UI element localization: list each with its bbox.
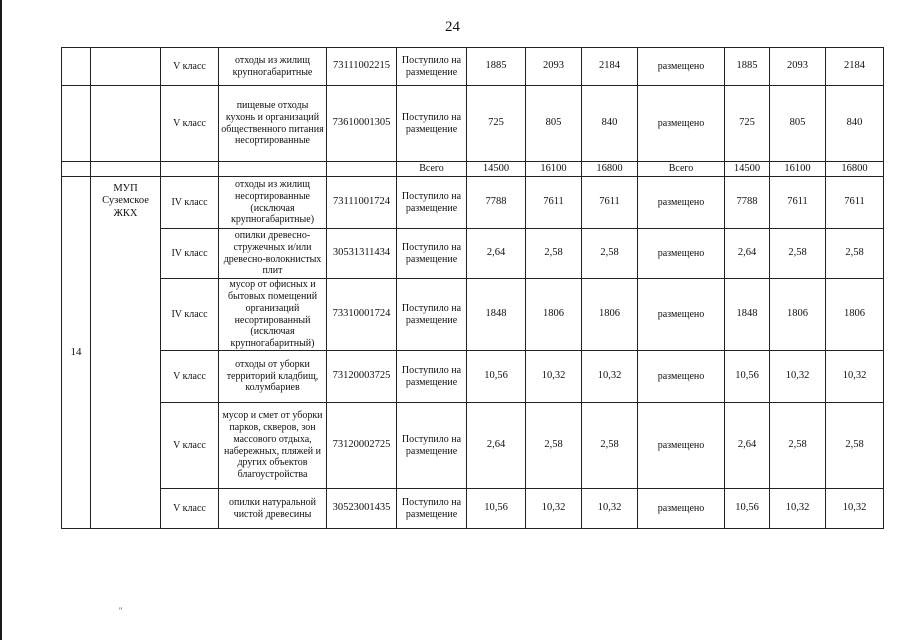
value-year1: 1848 [467, 279, 526, 351]
waste-name: мусор от офисных и бытовых помещений организаций несортированный (исключая крупногабаритный) [219, 279, 327, 351]
fkko-code: 30531311434 [327, 229, 397, 279]
placed-year1: 7788 [725, 177, 770, 229]
value-year3: 2,58 [582, 229, 638, 279]
total-placed-year2: 16100 [770, 162, 826, 177]
status: Поступило на размещение [397, 48, 467, 86]
fkko-code [327, 162, 397, 177]
value-year2: 7611 [526, 177, 582, 229]
value-year2: 10,32 [526, 489, 582, 529]
fkko-code: 30523001435 [327, 489, 397, 529]
placed-year1: 1848 [725, 279, 770, 351]
status: Поступило на размещение [397, 351, 467, 403]
value-year2: 2,58 [526, 403, 582, 489]
hazard-class: IV класс [161, 229, 219, 279]
value-year2: 2093 [526, 48, 582, 86]
table-row [62, 48, 884, 86]
placed-status: размещено [638, 86, 725, 162]
total-label-placed: Всего [638, 162, 725, 177]
waste-name [219, 162, 327, 177]
placed-status: размещено [638, 403, 725, 489]
value-year3: 2,58 [582, 403, 638, 489]
placed-year3: 7611 [826, 177, 884, 229]
hazard-class: V класс [161, 403, 219, 489]
waste-name: отходы от уборки территорий кладбищ, колумбариев [219, 351, 327, 403]
placed-year2: 2093 [770, 48, 826, 86]
placed-year3: 2,58 [826, 229, 884, 279]
footnote-mark: '' [119, 606, 123, 616]
table-row [62, 86, 884, 162]
placed-year3: 10,32 [826, 489, 884, 529]
placed-status: размещено [638, 177, 725, 229]
placed-year3: 1806 [826, 279, 884, 351]
waste-name: отходы из жилищ крупногабаритные [219, 48, 327, 86]
value-year3: 10,32 [582, 489, 638, 529]
placed-year2: 10,32 [770, 351, 826, 403]
org-number-cell [62, 162, 91, 177]
waste-name: опилки древесно-стружечных и/или древесно-волокнистых плит [219, 229, 327, 279]
value-year3: 10,32 [582, 351, 638, 403]
fkko-code: 73310001724 [327, 279, 397, 351]
status: Поступило на размещение [397, 229, 467, 279]
placed-year1: 1885 [725, 48, 770, 86]
waste-name: мусор и смет от уборки парков, скверов, зон массового отдыха, набережных, пляжей и других объектов благоустройства [219, 403, 327, 489]
placed-year2: 10,32 [770, 489, 826, 529]
placed-year3: 2,58 [826, 403, 884, 489]
waste-table [61, 47, 884, 529]
status: Поступило на размещение [397, 177, 467, 229]
org-number-cell [62, 86, 91, 162]
hazard-class: IV класс [161, 279, 219, 351]
placed-status: размещено [638, 229, 725, 279]
value-year1: 1885 [467, 48, 526, 86]
placed-year1: 2,64 [725, 229, 770, 279]
fkko-code: 73120002725 [327, 403, 397, 489]
fkko-code: 73120003725 [327, 351, 397, 403]
hazard-class: V класс [161, 86, 219, 162]
status: Поступило на размещение [397, 279, 467, 351]
value-year1: 7788 [467, 177, 526, 229]
value-year2: 1806 [526, 279, 582, 351]
placed-status: размещено [638, 48, 725, 86]
value-year1: 725 [467, 86, 526, 162]
status: Поступило на размещение [397, 489, 467, 529]
hazard-class: V класс [161, 351, 219, 403]
placed-year1: 10,56 [725, 351, 770, 403]
value-year3: 7611 [582, 177, 638, 229]
total-year2: 16100 [526, 162, 582, 177]
table-row [62, 177, 884, 229]
hazard-class: V класс [161, 489, 219, 529]
org-name-cell [91, 162, 161, 177]
total-placed-year3: 16800 [826, 162, 884, 177]
placed-year2: 2,58 [770, 229, 826, 279]
value-year2: 805 [526, 86, 582, 162]
fkko-code: 73111002215 [327, 48, 397, 86]
status: Поступило на размещение [397, 403, 467, 489]
placed-year3: 2184 [826, 48, 884, 86]
table-row [62, 229, 884, 279]
placed-year3: 840 [826, 86, 884, 162]
waste-name: пищевые отходы кухонь и организаций общественного питания несортированные [219, 86, 327, 162]
value-year1: 2,64 [467, 229, 526, 279]
value-year3: 840 [582, 86, 638, 162]
total-row [62, 162, 884, 177]
value-year1: 10,56 [467, 351, 526, 403]
placed-year2: 2,58 [770, 403, 826, 489]
placed-year1: 2,64 [725, 403, 770, 489]
total-year1: 14500 [467, 162, 526, 177]
hazard-class: V класс [161, 48, 219, 86]
org-number: 14 [62, 177, 91, 529]
value-year1: 10,56 [467, 489, 526, 529]
org-number-cell [62, 48, 91, 86]
fkko-code: 73610001305 [327, 86, 397, 162]
placed-year1: 725 [725, 86, 770, 162]
placed-year3: 10,32 [826, 351, 884, 403]
placed-year2: 7611 [770, 177, 826, 229]
org-name-cell [91, 48, 161, 86]
org-name-cell [91, 86, 161, 162]
hazard-class: IV класс [161, 177, 219, 229]
waste-name: отходы из жилищ несортированные (исключая крупногабаритные) [219, 177, 327, 229]
scan-left-edge [0, 0, 2, 640]
placed-status: размещено [638, 351, 725, 403]
table-row [62, 489, 884, 529]
total-label: Всего [397, 162, 467, 177]
value-year3: 2184 [582, 48, 638, 86]
placed-year1: 10,56 [725, 489, 770, 529]
value-year1: 2,64 [467, 403, 526, 489]
fkko-code: 73111001724 [327, 177, 397, 229]
placed-status: размещено [638, 279, 725, 351]
hazard-class [161, 162, 219, 177]
placed-year2: 805 [770, 86, 826, 162]
total-placed-year1: 14500 [725, 162, 770, 177]
status: Поступило на размещение [397, 86, 467, 162]
placed-year2: 1806 [770, 279, 826, 351]
table-row [62, 351, 884, 403]
table-row [62, 279, 884, 351]
value-year3: 1806 [582, 279, 638, 351]
table-row [62, 403, 884, 489]
page-number: 24 [445, 19, 460, 35]
waste-name: опилки натуральной чистой древесины [219, 489, 327, 529]
value-year2: 2,58 [526, 229, 582, 279]
org-name: МУП Суземское ЖКХ [91, 177, 161, 529]
value-year2: 10,32 [526, 351, 582, 403]
total-year3: 16800 [582, 162, 638, 177]
placed-status: размещено [638, 489, 725, 529]
